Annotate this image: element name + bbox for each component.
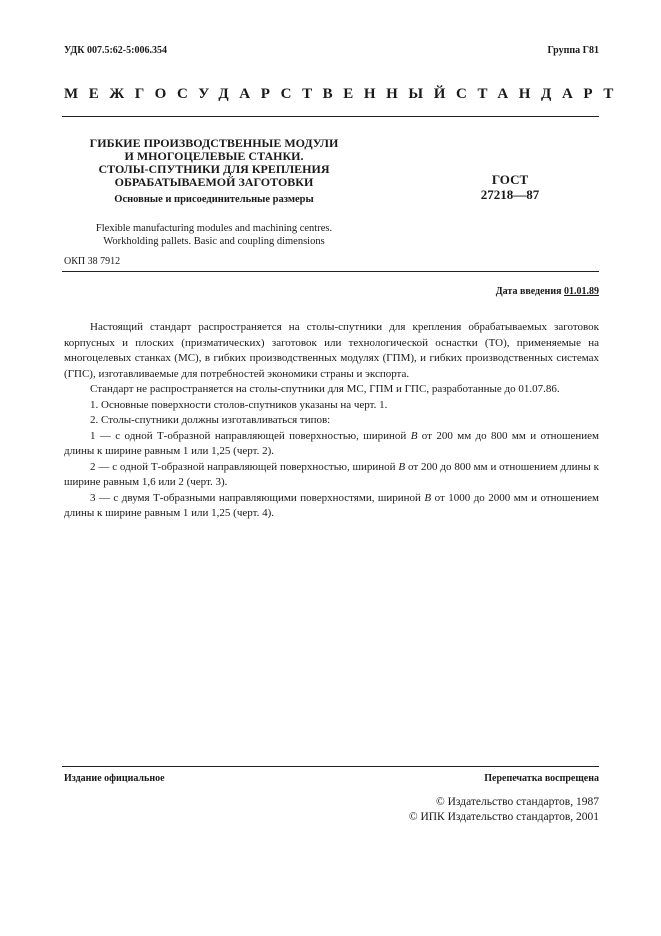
copyright-line: © ИПК Издательство стандартов, 2001: [408, 811, 599, 823]
official-edition-label: Издание официальное: [64, 773, 165, 784]
document-subtitle: Основные и присоединительные размеры: [114, 194, 314, 205]
interstate-standard-heading: [64, 86, 624, 103]
introduction-date: [496, 286, 599, 297]
okp-code: ОКП 38 7912: [64, 256, 121, 267]
body-paragraph: 2 — с одной Т-образной направляющей поверхностью, шириной B от 200 до 800 мм и отношением длины к ширине равным 1,6 или 2 (черт. 3).: [64, 460, 599, 488]
body-paragraph: Настоящий стандарт распространяется на столы-спутники для крепления обрабатываемых заготовок корпусных и плоских (призматических) заготовок или технологической оснастки (ТО), применяемые на многоцелевых станках (МС), в гибких производственных модулях (ГПМ), и гибких производственных системах (ГПС), изготавливаемые для потребностей экономики страны и экспорта.: [64, 321, 599, 380]
introduction-date-value: 01.01.89: [564, 286, 599, 297]
okp-divider: [62, 271, 599, 272]
document-title: [64, 137, 364, 189]
group-code: Группа Г81: [547, 45, 599, 56]
footer-divider: [62, 766, 599, 767]
interstate-word: МЕЖГОСУДАРСТВЕННЫЙ: [64, 86, 457, 102]
title-line: СТОЛЫ-СПУТНИКИ ДЛЯ КРЕПЛЕНИЯ: [98, 162, 330, 176]
english-title: [64, 222, 364, 248]
gost-number: 27218—87: [480, 187, 540, 202]
introduction-date-label: Дата введения: [495, 286, 562, 297]
body-paragraph: 1 — с одной Т-образной направляющей поверхностью, шириной B от 200 мм до 800 мм и отношением длины к ширине равным 1 или 1,25 (черт. 2).: [64, 429, 599, 457]
body-paragraph: 3 — с двумя Т-образными направляющими поверхностями, шириной B от 1000 до 2000 мм и отношением длины к ширине равным 1 или 1,25 (черт. 4).: [64, 491, 599, 519]
title-line: ГИБКИЕ ПРОИЗВОДСТВЕННЫЕ МОДУЛИ: [89, 136, 339, 150]
gost-designation: [470, 172, 550, 202]
header-divider: [62, 116, 599, 117]
udk-code: УДК 007.5:62-5:006.354: [64, 45, 167, 56]
gost-label: ГОСТ: [491, 172, 529, 187]
title-line: ОБРАБАТЫВАЕМОЙ ЗАГОТОВКИ: [114, 175, 314, 189]
body-paragraph: 2. Столы-спутники должны изготавливаться типов:: [90, 414, 331, 426]
copyright-line: © Издательство стандартов, 1987: [435, 796, 599, 808]
copyright-block: [409, 795, 599, 825]
english-title-line: Workholding pallets. Basic and coupling dimensions: [103, 236, 325, 247]
english-title-line: Flexible manufacturing modules and machining centres.: [95, 223, 333, 234]
reprint-prohibited-label: Перепечатка воспрещена: [484, 773, 599, 784]
standard-word: СТАНДАРТ: [456, 86, 624, 102]
body-paragraph: 1. Основные поверхности столов-спутников указаны на черт. 1.: [90, 398, 388, 411]
body-paragraph: Стандарт не распространяется на столы-спутники для МС, ГПМ и ГПС, разработанные до 01.07.86.: [90, 383, 560, 395]
document-body: [64, 320, 599, 522]
title-line: И МНОГОЦЕЛЕВЫЕ СТАНКИ.: [124, 149, 304, 163]
